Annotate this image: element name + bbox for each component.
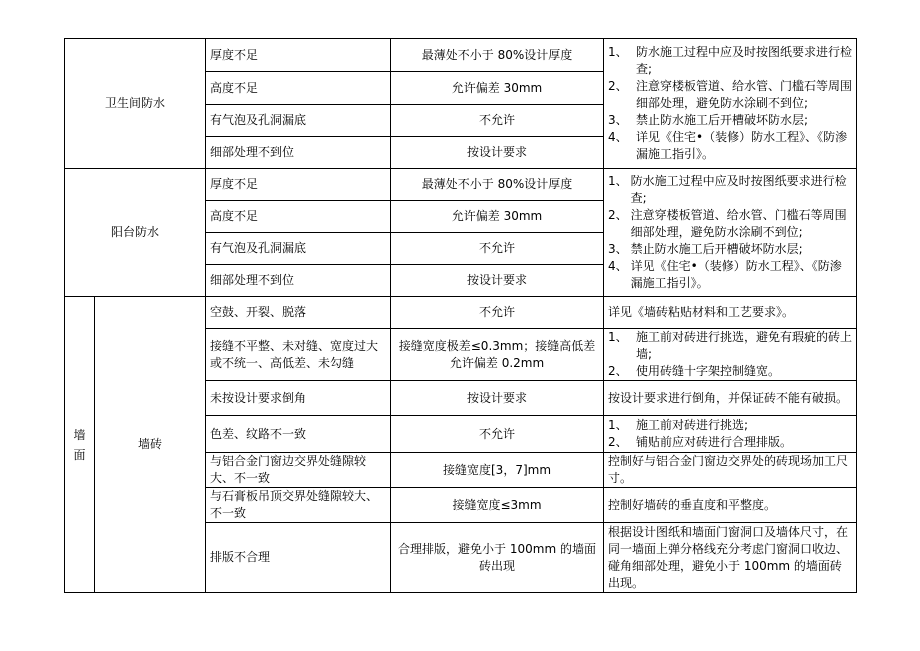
measure-cell: 控制好墙砖的垂直度和平整度。 bbox=[604, 488, 857, 523]
list-item: 1、 防水施工过程中应及时按图纸要求进行检查; bbox=[608, 174, 847, 205]
measure-cell bbox=[604, 329, 857, 381]
list-item: 4、 详见《住宅•（装修）防水工程》、《防渗漏施工指引》。 bbox=[608, 259, 842, 290]
defect-cell: 细部处理不到位 bbox=[206, 137, 391, 169]
defect-cell: 厚度不足 bbox=[206, 169, 391, 201]
measures-cell-bathroom bbox=[604, 39, 857, 169]
measure-cell: 控制好与铝合金门窗边交界处的砖现场加工尺寸。 bbox=[604, 453, 857, 488]
standard-cell: 不允许 bbox=[391, 233, 604, 265]
table-row bbox=[65, 169, 857, 201]
section-label-wall: 墙 面 bbox=[65, 297, 95, 593]
defect-cell: 厚度不足 bbox=[206, 39, 391, 72]
standard-cell: 接缝宽度[3，7]mm bbox=[391, 453, 604, 488]
standard-cell: 最薄处不小于 80%设计厚度 bbox=[391, 169, 604, 201]
measure-cell bbox=[604, 416, 857, 453]
standard-cell: 按设计要求 bbox=[391, 381, 604, 416]
defect-cell: 接缝不平整、未对缝、宽度过大或不统一、高低差、未勾缝 bbox=[206, 329, 391, 381]
standard-cell: 按设计要求 bbox=[391, 265, 604, 297]
defect-cell: 高度不足 bbox=[206, 201, 391, 233]
list-item: 2、 注意穿楼板管道、给水管、门槛石等周围细部处理，避免防水涂刷不到位; bbox=[608, 79, 853, 110]
defect-cell: 与铝合金门窗边交界处缝隙较大、不一致 bbox=[206, 453, 391, 488]
defect-cell: 未按设计要求倒角 bbox=[206, 381, 391, 416]
quality-standard-table bbox=[64, 38, 857, 593]
sub-label-wall-tile: 墙砖 bbox=[95, 297, 206, 593]
list-item: 2、 铺贴前应对砖进行合理排版。 bbox=[608, 435, 793, 449]
measure-cell: 详见《墙砖粘贴材料和工艺要求》。 bbox=[604, 297, 857, 329]
list-item: 3、 禁止防水施工后开槽破坏防水层; bbox=[608, 242, 803, 256]
standard-cell: 不允许 bbox=[391, 105, 604, 137]
standard-cell: 允许偏差 30mm bbox=[391, 72, 604, 105]
table-row bbox=[65, 297, 857, 329]
section-label-balcony: 阳台防水 bbox=[65, 169, 206, 297]
standard-cell: 最薄处不小于 80%设计厚度 bbox=[391, 39, 604, 72]
list-item: 1、 施工前对砖进行挑选; bbox=[608, 418, 749, 432]
list-item: 4、 详见《住宅•（装修）防水工程》、《防渗漏施工指引》。 bbox=[608, 130, 848, 161]
measure-cell: 根据设计图纸和墙面门窗洞口及墙体尺寸，在同一墙面上弹分格线充分考虑门窗洞口收边、碰角细部处理，避免小于 100mm 的墙面砖出现。 bbox=[604, 523, 857, 593]
standard-cell: 接缝宽度极差≤0.3mm；接缝高低差允许偏差 0.2mm bbox=[391, 329, 604, 381]
defect-cell: 排版不合理 bbox=[206, 523, 391, 593]
standard-cell: 接缝宽度≤3mm bbox=[391, 488, 604, 523]
list-item: 2、 注意穿楼板管道、给水管、门槛石等周围细部处理，避免防水涂刷不到位; bbox=[608, 208, 847, 239]
list-item: 3、 禁止防水施工后开槽破坏防水层; bbox=[608, 113, 809, 127]
list-item: 1、 施工前对砖进行挑选，避免有瑕疵的砖上墙; bbox=[608, 330, 853, 361]
standard-cell: 不允许 bbox=[391, 416, 604, 453]
standard-cell: 允许偏差 30mm bbox=[391, 201, 604, 233]
defect-cell: 空鼓、开裂、脱落 bbox=[206, 297, 391, 329]
defect-cell: 色差、纹路不一致 bbox=[206, 416, 391, 453]
defect-cell: 有气泡及孔洞漏底 bbox=[206, 233, 391, 265]
defect-cell: 高度不足 bbox=[206, 72, 391, 105]
section-label-bathroom: 卫生间防水 bbox=[65, 39, 206, 169]
defect-cell: 与石膏板吊顶交界处缝隙较大、不一致 bbox=[206, 488, 391, 523]
standard-cell: 按设计要求 bbox=[391, 137, 604, 169]
list-item: 2、 使用砖缝十字架控制缝宽。 bbox=[608, 364, 781, 378]
standard-cell: 合理排版，避免小于 100mm 的墙面砖出现 bbox=[391, 523, 604, 593]
list-item: 1、 防水施工过程中应及时按图纸要求进行检查; bbox=[608, 45, 853, 76]
defect-cell: 有气泡及孔洞漏底 bbox=[206, 105, 391, 137]
measure-cell: 按设计要求进行倒角，并保证砖不能有破损。 bbox=[604, 381, 857, 416]
measures-cell-balcony bbox=[604, 169, 857, 297]
defect-cell: 细部处理不到位 bbox=[206, 265, 391, 297]
table-row bbox=[65, 39, 857, 72]
standard-cell: 不允许 bbox=[391, 297, 604, 329]
